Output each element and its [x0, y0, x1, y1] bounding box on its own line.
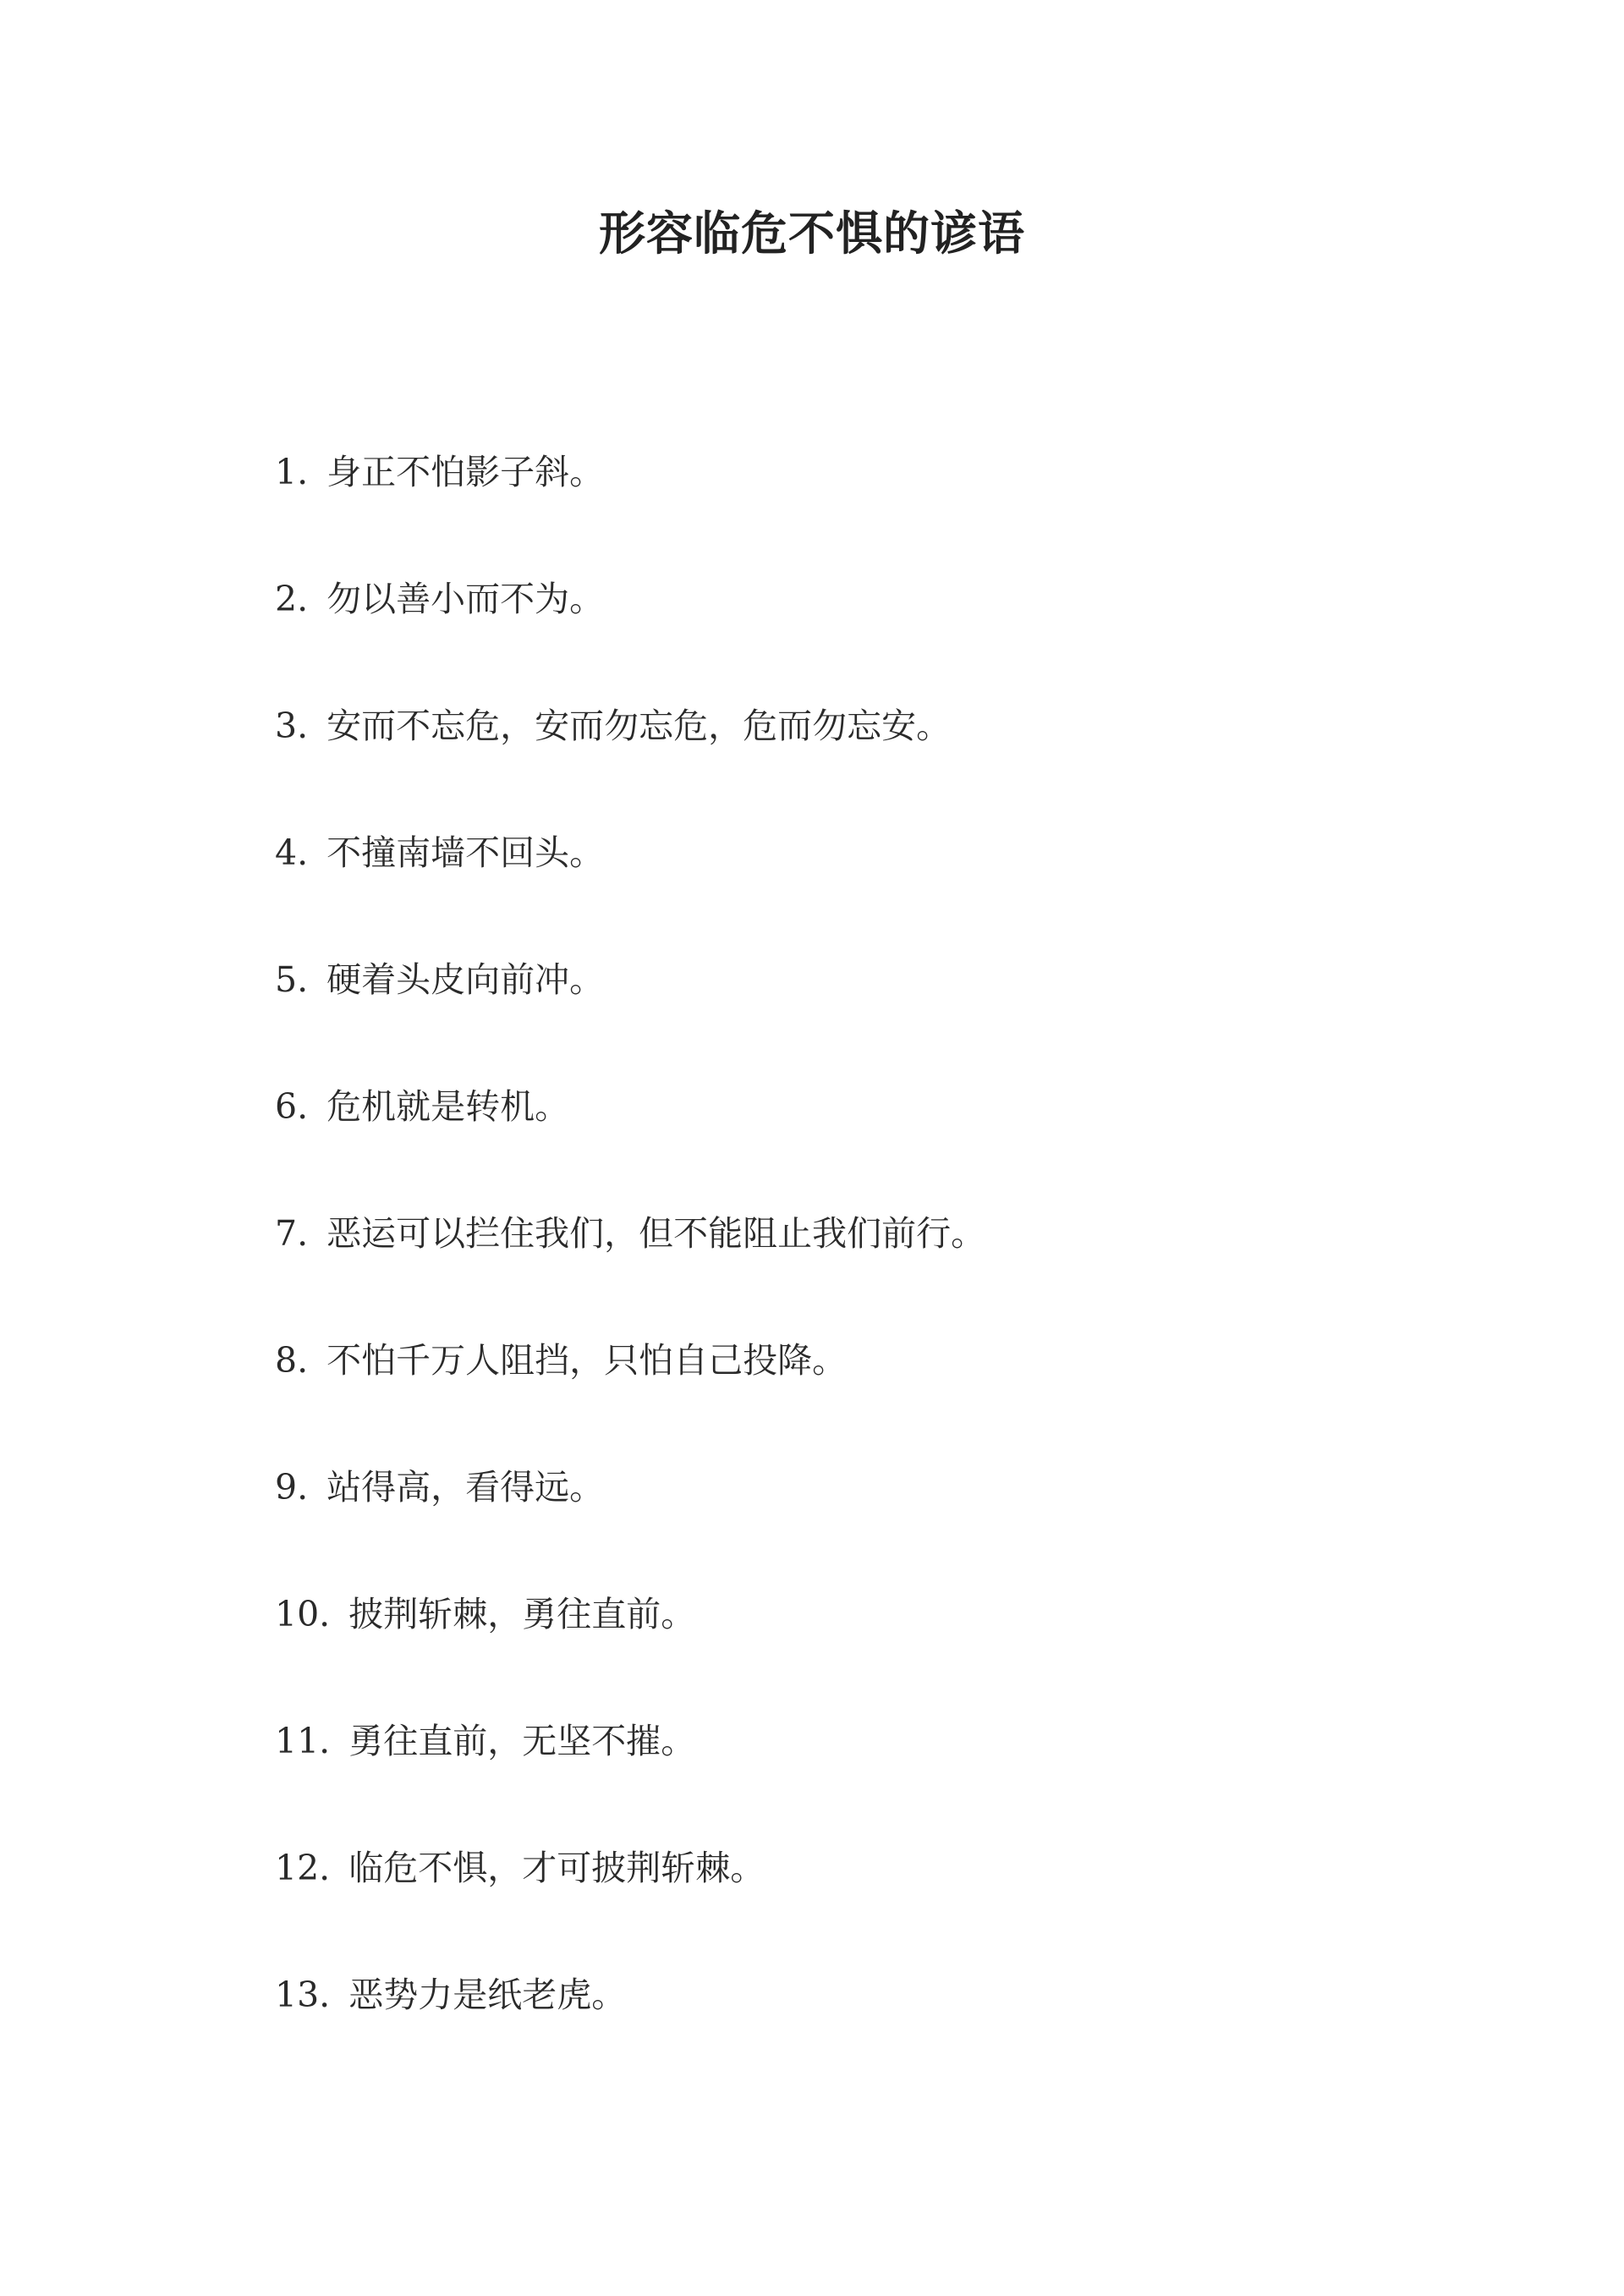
item-text: 身正不怕影子斜。 [326, 452, 605, 492]
item-number: 5. [275, 959, 309, 1000]
item-text: 站得高，看得远。 [326, 1467, 605, 1508]
list-item [275, 575, 985, 702]
item-text: 不撞南墙不回头。 [326, 832, 605, 873]
item-number: 11. [275, 1721, 331, 1761]
list-item [275, 448, 985, 575]
list-item [275, 1590, 985, 1717]
item-number: 7. [275, 1213, 309, 1254]
item-text: 勇往直前，无坚不摧。 [348, 1721, 696, 1761]
item-number: 3. [275, 706, 309, 746]
item-number: 9. [275, 1467, 309, 1508]
item-text: 披荆斩棘，勇往直前。 [348, 1594, 696, 1634]
list-item [275, 1971, 985, 2098]
proverb-list [275, 448, 985, 2098]
list-item [275, 702, 985, 829]
item-text: 勿以善小而不为。 [326, 579, 605, 619]
item-text: 恶势力是纸老虎。 [348, 1975, 627, 2015]
item-number: 10. [275, 1594, 331, 1634]
list-item [275, 1083, 985, 1210]
list-item [275, 1464, 985, 1590]
list-item [275, 1844, 985, 1971]
item-number: 1. [275, 452, 309, 492]
item-text: 不怕千万人阻挡，只怕自己投降。 [326, 1340, 848, 1381]
item-number: 13. [275, 1975, 331, 2015]
item-number: 4. [275, 832, 309, 873]
list-item [275, 829, 985, 956]
item-number: 12. [275, 1848, 331, 1888]
list-item [275, 956, 985, 1083]
list-item [275, 1717, 985, 1844]
item-number: 2. [275, 579, 309, 619]
item-text: 硬着头皮向前冲。 [326, 959, 605, 1000]
list-item [275, 1210, 985, 1337]
item-text: 危机就是转机。 [326, 1086, 570, 1127]
document-title: 形容临危不惧的谚语 [598, 206, 1025, 261]
item-text: 安而不忘危，安而勿忘危，危而勿忘安。 [326, 706, 952, 746]
item-number: 8. [275, 1340, 309, 1381]
item-text: 临危不惧，才可披荆斩棘。 [348, 1848, 765, 1888]
item-text: 恶运可以拦住我们，但不能阻止我们前行。 [326, 1213, 986, 1254]
list-item [275, 1337, 985, 1464]
item-number: 6. [275, 1086, 309, 1127]
